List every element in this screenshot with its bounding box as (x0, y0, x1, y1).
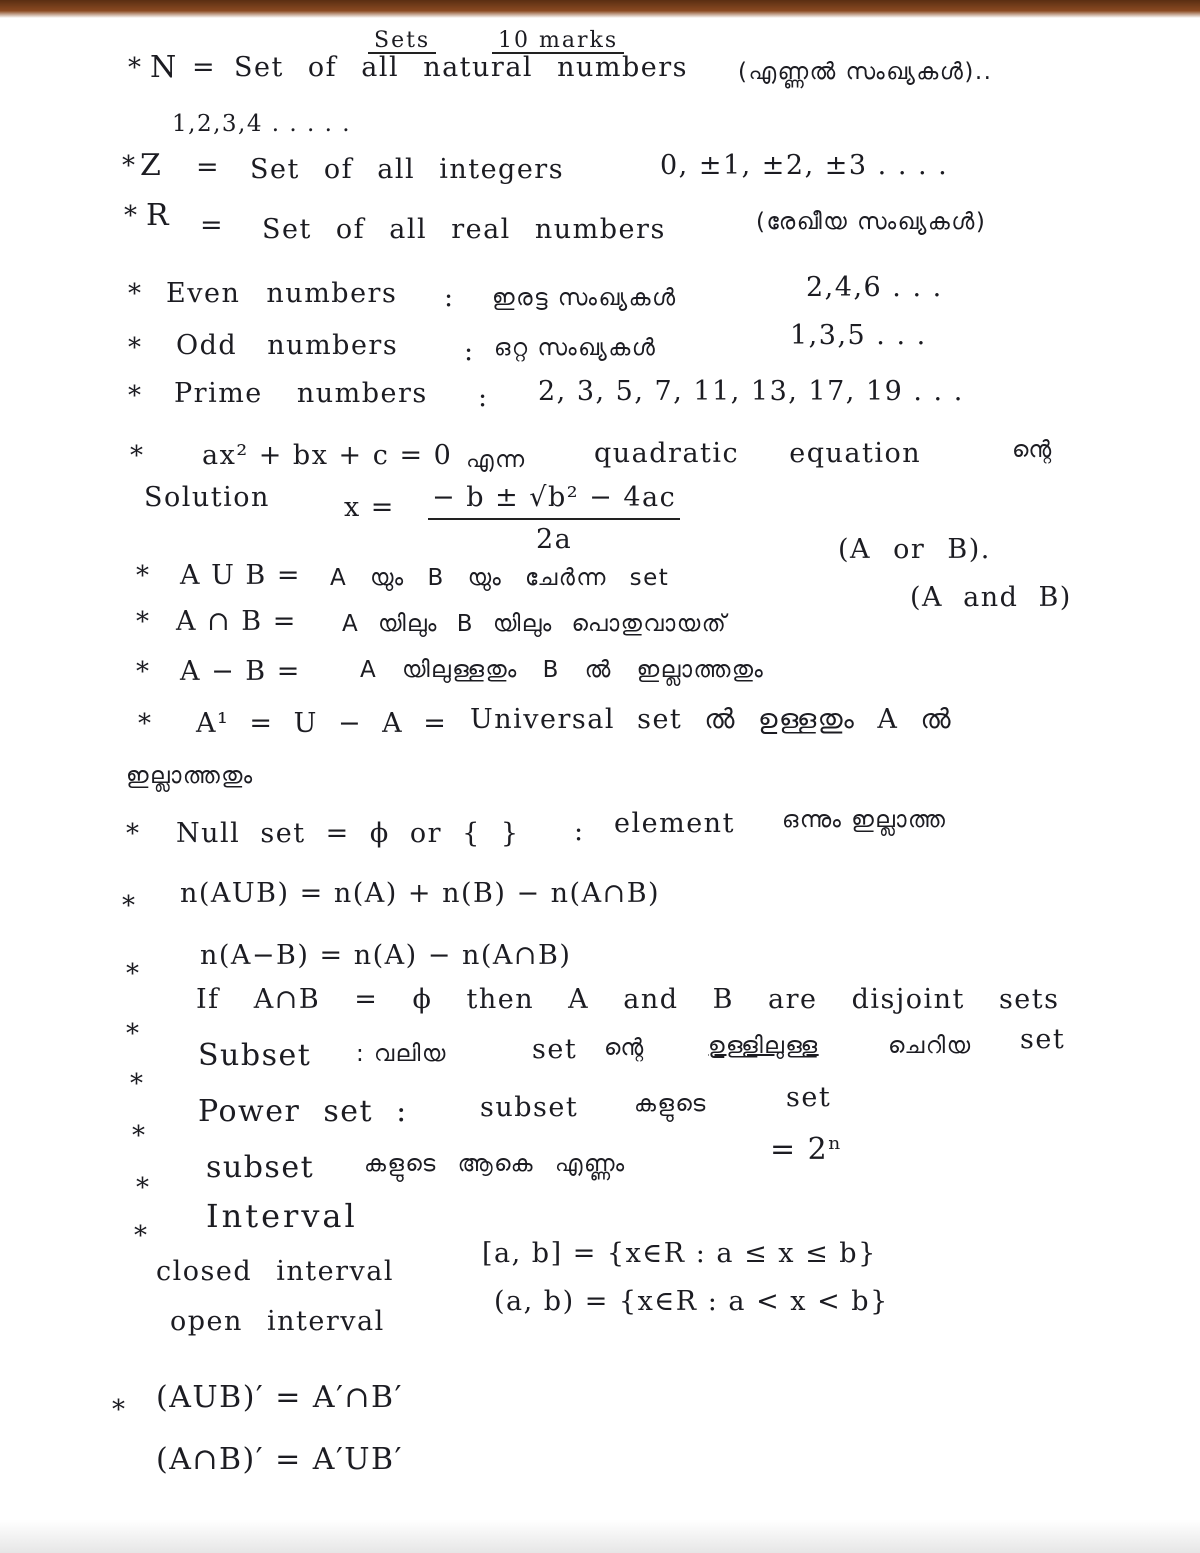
subset-count-formula: = 2ⁿ (770, 1132, 843, 1167)
subset-malayalam-2: ന്റെ (604, 1035, 645, 1061)
null-set-label: Null set = ϕ or { } (176, 818, 520, 849)
bullet-star: * (124, 201, 139, 231)
bullet-star: * (128, 381, 143, 411)
equals-sign: = (196, 152, 221, 183)
subset-count-malayalam: കളുടെ ആകെ എണ്ണം (364, 1151, 626, 1177)
integers-symbol: Z (140, 148, 163, 183)
bullet-star: * (126, 1019, 141, 1049)
subset-malayalam-3 (708, 1026, 819, 1066)
bullet-star: * (132, 1121, 147, 1151)
bullet-star: * (130, 1069, 145, 1099)
integers-values: 0, ±1, ±2, ±3 . . . . (660, 150, 949, 181)
colon: : (478, 382, 489, 413)
colon: : (464, 336, 475, 367)
complement-expr: A¹ = U − A = (196, 708, 448, 739)
bottom-edge-shadow (0, 1520, 1200, 1553)
bullet-star: * (112, 1395, 127, 1425)
bullet-star: * (126, 819, 141, 849)
subset-malayalam-4: ചെറിയ (888, 1033, 972, 1059)
header-marks: 10 marks (492, 28, 624, 54)
solution-label: Solution (144, 482, 270, 513)
complement-malayalam: ഇല്ലാത്തതും (126, 763, 254, 789)
subset-underlined-word: ഉള്ളിലുള്ള (708, 1033, 819, 1059)
quadratic-formula (428, 478, 680, 560)
bullet-star: * (122, 151, 137, 181)
null-set-text: element (614, 808, 735, 839)
odd-values: 1,3,5 . . . (790, 320, 927, 351)
integers-text: Set of all integers (250, 154, 565, 185)
bullet-star: * (136, 561, 151, 591)
x-equals: x = (344, 492, 395, 523)
power-set-label: Power set : (198, 1094, 408, 1129)
demorgan-formula-2: (A∩B)′ = A′UB′ (156, 1442, 403, 1477)
even-malayalam: ഇരട്ട സംഖ്യകൾ (492, 285, 677, 311)
intersection-note: (A and B) (910, 582, 1072, 613)
power-set-subset-word: subset (480, 1092, 579, 1123)
bullet-star: * (122, 891, 137, 921)
bullet-star: * (138, 709, 153, 739)
bullet-star: * (128, 279, 143, 309)
power-set-set-word: set (786, 1082, 832, 1113)
null-set-malayalam: ഒന്നും ഇല്ലാത്ത (782, 807, 947, 833)
intersection-malayalam: A യിലും B യിലും പൊതുവായത് (342, 611, 728, 637)
union-expr: A U B = (180, 560, 301, 591)
quadratic-equation: ax² + bx + c = 0 (202, 440, 453, 471)
formula-numerator: − b ± √b² − 4ac (428, 478, 680, 520)
natural-text: Set of all natural numbers (234, 52, 689, 83)
union-note: (A or B). (838, 534, 991, 565)
bullet-star: * (128, 333, 143, 363)
bullet-star: * (130, 441, 145, 471)
even-label: Even numbers (166, 278, 398, 309)
subset-malayalam-1: : വലിയ (356, 1041, 447, 1067)
closed-interval-label: closed interval (156, 1256, 394, 1287)
difference-malayalam: A യിലുള്ളതും B ൽ ഇല്ലാത്തതും (360, 657, 765, 683)
odd-malayalam: ഒറ്റ സംഖ്യകൾ (494, 335, 657, 361)
bullet-star: * (136, 657, 151, 687)
subset-set-word-2: set (1020, 1024, 1066, 1055)
disjoint-text: If A∩B = ϕ then A and B are disjoint sets (196, 984, 1060, 1015)
prime-values: 2, 3, 5, 7, 11, 13, 17, 19 . . . (538, 376, 964, 407)
closed-interval-definition: [a, b] = {x∈R : a ≤ x ≤ b} (482, 1238, 877, 1269)
bullet-star: * (136, 1173, 151, 1203)
formula-denominator: 2a (536, 524, 573, 555)
colon: : (444, 282, 455, 313)
natural-symbol: N (150, 50, 178, 85)
header-title: Sets (368, 28, 436, 54)
subset-label: Subset (198, 1038, 312, 1073)
real-text: Set of all real numbers (262, 214, 666, 245)
union-count-formula: n(AUB) = n(A) + n(B) − n(A∩B) (180, 878, 661, 909)
equals-sign: = (200, 210, 225, 241)
top-edge-shadow (0, 0, 1200, 18)
prime-label: Prime numbers (174, 378, 428, 409)
equals-sign: = (192, 52, 217, 83)
colon: : (574, 816, 585, 847)
complement-text: Universal set ൽ ഉള്ളതും A ൽ (470, 704, 953, 735)
bullet-star: * (128, 53, 143, 83)
bullet-star: * (136, 607, 151, 637)
bullet-star: * (126, 959, 141, 989)
subset-count-word: subset (206, 1150, 315, 1185)
real-malayalam: (രേഖീയ സംഖ്യകൾ) (756, 209, 987, 235)
quadratic-malayalam-1: എന്ന (466, 447, 526, 473)
interval-label: Interval (206, 1197, 358, 1235)
even-values: 2,4,6 . . . (806, 272, 943, 303)
natural-malayalam: (എണ്ണൽ സംഖ്യകൾ).. (738, 59, 993, 85)
demorgan-formula-1: (AUB)′ = A′∩B′ (156, 1380, 403, 1415)
natural-values: 1,2,3,4 . . . . . (172, 111, 352, 137)
bullet-star: * (134, 1221, 149, 1251)
real-symbol: R (146, 198, 171, 233)
open-interval-label: open interval (170, 1306, 385, 1337)
subset-set-word: set (532, 1034, 578, 1065)
quadratic-malayalam-2: ന്റെ (1012, 437, 1053, 463)
quadratic-text: quadratic equation (594, 438, 922, 469)
power-set-malayalam: കളുടെ (634, 1091, 707, 1117)
odd-label: Odd numbers (176, 330, 399, 361)
union-malayalam: A യും B യും ചേർന്ന set (330, 565, 670, 591)
difference-count-formula: n(A−B) = n(A) − n(A∩B) (200, 940, 572, 971)
open-interval-definition: (a, b) = {x∈R : a < x < b} (494, 1286, 889, 1317)
difference-expr: A − B = (180, 656, 301, 687)
intersection-expr: A ∩ B = (176, 606, 297, 637)
